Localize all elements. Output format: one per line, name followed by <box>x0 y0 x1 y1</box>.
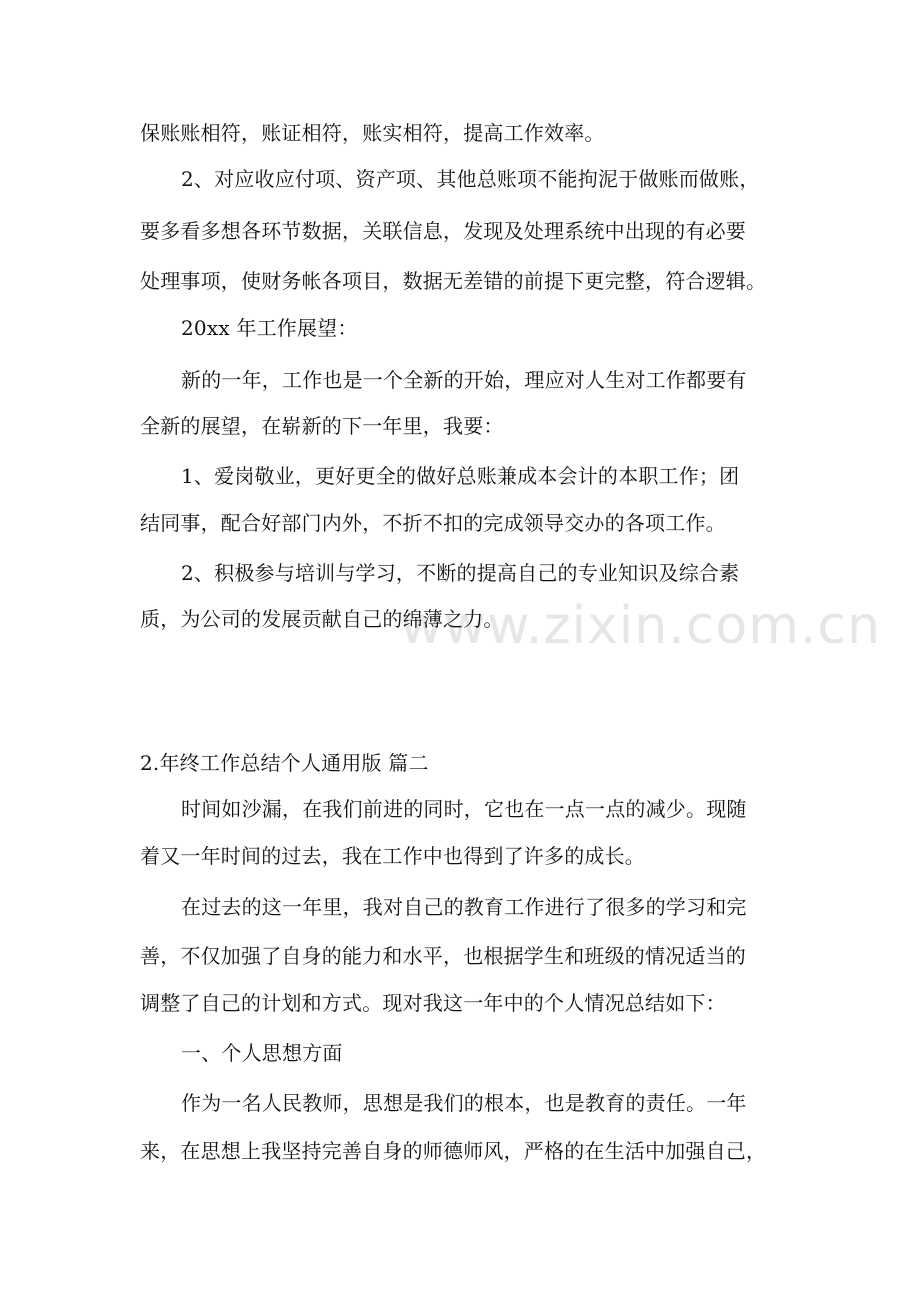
paragraph-line: 善，不仅加强了自身的能力和水平，也根据学生和班级的情况适当的 <box>140 944 746 968</box>
paragraph-line: 2、对应收应付项、资产项、其他总账项不能拘泥于做账而做账， <box>181 167 760 191</box>
paragraph-line: 质，为公司的发展贡献自己的绵薄之力。 <box>140 607 504 631</box>
paragraph-line: 处理事项，使财务帐各项目，数据无差错的前提下更完整，符合逻辑。 <box>140 269 767 293</box>
paragraph-line: 在过去的这一年里，我对自己的教育工作进行了很多的学习和完 <box>181 895 747 919</box>
paragraph-line: 要多看多想各环节数据，关联信息，发现及处理系统中出现的有必要 <box>140 219 746 243</box>
section-heading: 20xx 年工作展望： <box>181 316 358 340</box>
paragraph-line: 2、积极参与培训与学习，不断的提高自己的专业知识及综合素 <box>181 561 740 585</box>
paragraph-line: 作为一名人民教师，思想是我们的根本，也是教育的责任。一年 <box>181 1091 747 1115</box>
paragraph-line: 调整了自己的计划和方式。现对我这一年中的个人情况总结如下： <box>140 991 726 1015</box>
paragraph-line: 全新的展望，在崭新的下一年里，我要： <box>140 414 504 438</box>
paragraph-line: 时间如沙漏，在我们前进的同时，它也在一点一点的减少。现随 <box>181 797 747 821</box>
section-title: 2.年终工作总结个人通用版 篇二 <box>140 751 429 775</box>
section-heading: 一、个人思想方面 <box>181 1041 343 1065</box>
paragraph-line: 来，在思想上我坚持完善自身的师德师风，严格的在生活中加强自己， <box>140 1139 767 1163</box>
paragraph-line: 结同事，配合好部门内外，不折不扣的完成领导交办的各项工作。 <box>140 511 726 535</box>
paragraph-line: 着又一年时间的过去，我在工作中也得到了许多的成长。 <box>140 844 645 868</box>
paragraph-line: 1、爱岗敬业，更好更全的做好总账兼成本会计的本职工作；团 <box>181 464 740 488</box>
paragraph-line: 保账账相符，账证相符，账实相符，提高工作效率。 <box>140 121 605 145</box>
watermark: www.zixin.com.cn <box>400 596 881 656</box>
paragraph-line: 新的一年，工作也是一个全新的开始，理应对人生对工作都要有 <box>181 368 747 392</box>
